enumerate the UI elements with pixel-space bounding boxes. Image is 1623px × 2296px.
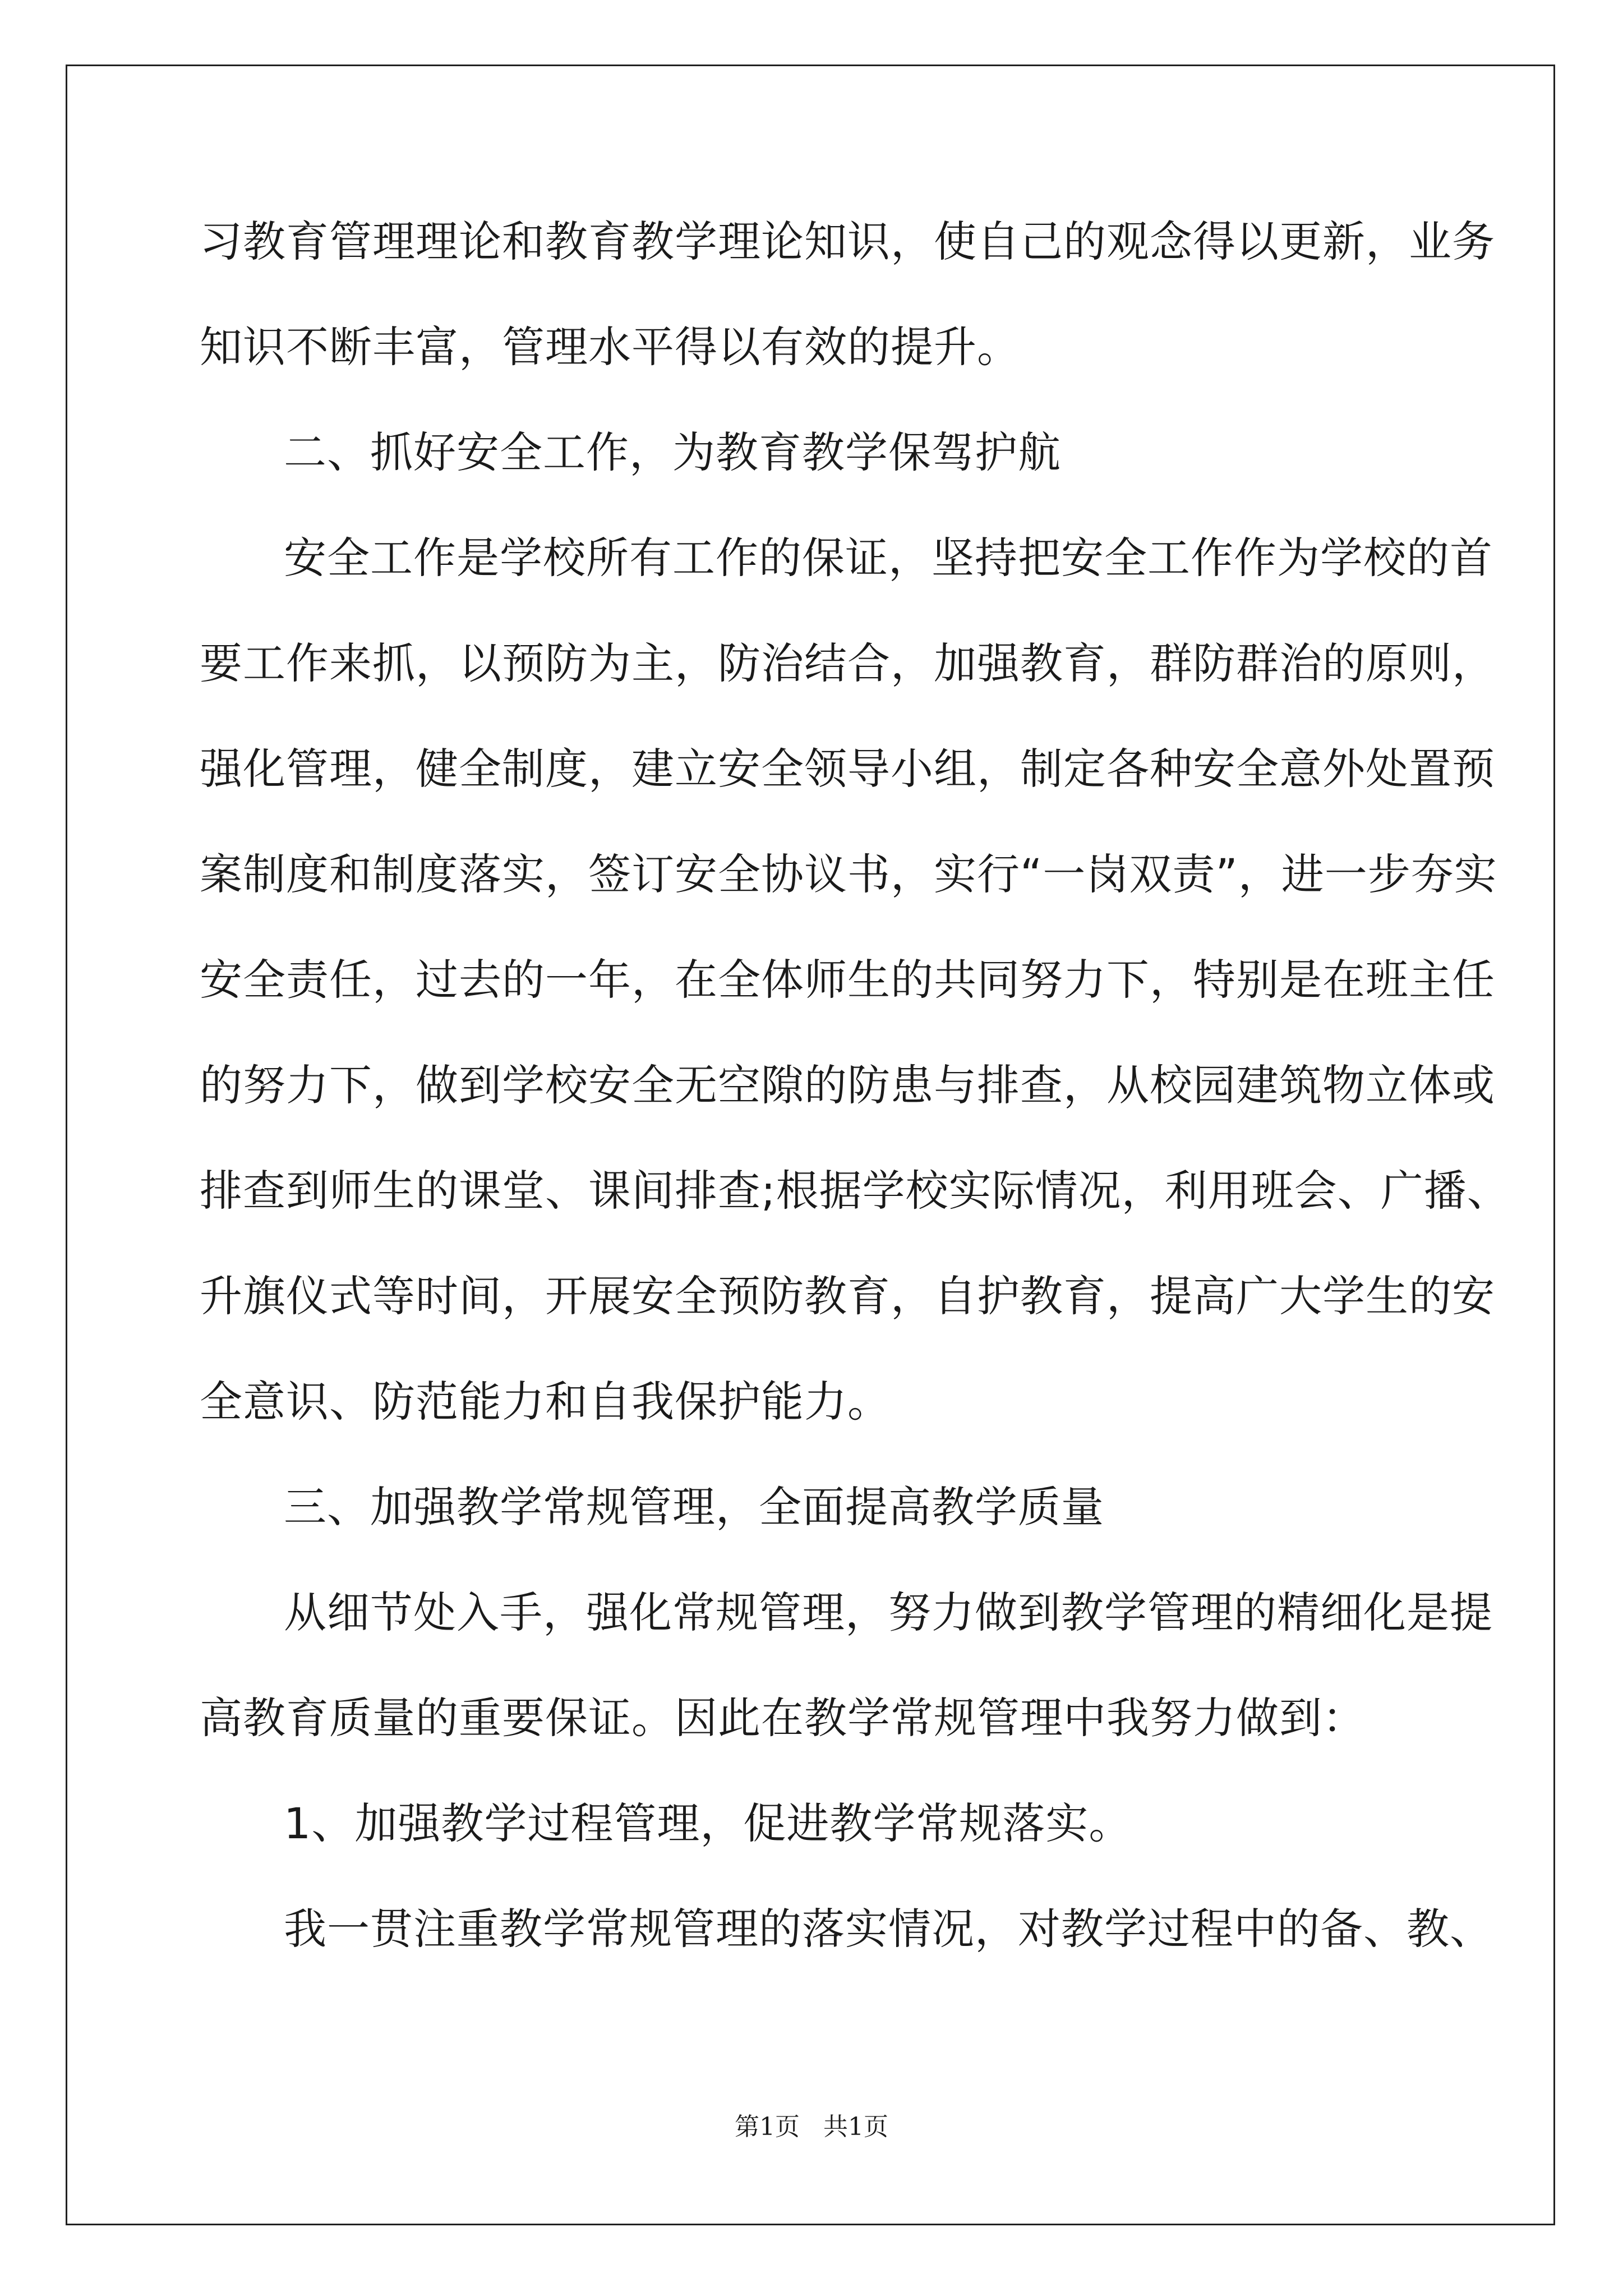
paragraph-line: 安全责任，过去的一年，在全体师生的共同努力下，特别是在班主任 (200, 955, 1495, 1005)
paragraph-line: 习教育管理理论和教育教学理论知识，使自己的观念得以更新，业务 (200, 217, 1495, 266)
page-footer: 第1页 共1页 (735, 2113, 888, 2141)
paragraph-line: 全意识、防范能力和自我保护能力。 (200, 1377, 891, 1427)
section-heading: 三、加强教学常规管理，全面提高教学质量 (284, 1482, 1104, 1532)
paragraph-line: 强化管理，健全制度，建立安全领导小组，制定各种安全意外处置预 (200, 744, 1495, 794)
paragraph-line: 的努力下，做到学校安全无空隙的防患与排查，从校园建筑物立体或 (200, 1060, 1495, 1110)
paragraph-line: 要工作来抓，以预防为主，防治结合，加强教育，群防群治的原则， (200, 638, 1495, 688)
paragraph-line: 安全工作是学校所有工作的保证，坚持把安全工作作为学校的首 (284, 533, 1493, 583)
paragraph-line: 升旗仪式等时间，开展安全预防教育，自护教育，提高广大学生的安 (200, 1271, 1495, 1321)
paragraph-line: 案制度和制度落实，签订安全协议书，实行“一岗双责”，进一步夯实 (200, 849, 1497, 899)
paragraph-line: 从细节处入手，强化常规管理，努力做到教学管理的精细化是提 (284, 1588, 1493, 1637)
paragraph-line: 高教育质量的重要保证。因此在教学常规管理中我努力做到： (200, 1693, 1366, 1743)
paragraph-line: 排查到师生的课堂、课间排查;根据学校实际情况，利用班会、广播、 (200, 1166, 1510, 1216)
subsection-heading: 1、加强教学过程管理，促进教学常规落实。 (284, 1798, 1132, 1848)
paragraph-line: 我一贯注重教学常规管理的落实情况，对教学过程中的备、教、 (284, 1904, 1493, 1954)
paragraph-line: 知识不断丰富，管理水平得以有效的提升。 (200, 322, 1020, 372)
section-heading: 二、抓好安全工作，为教育教学保驾护航 (284, 427, 1061, 477)
